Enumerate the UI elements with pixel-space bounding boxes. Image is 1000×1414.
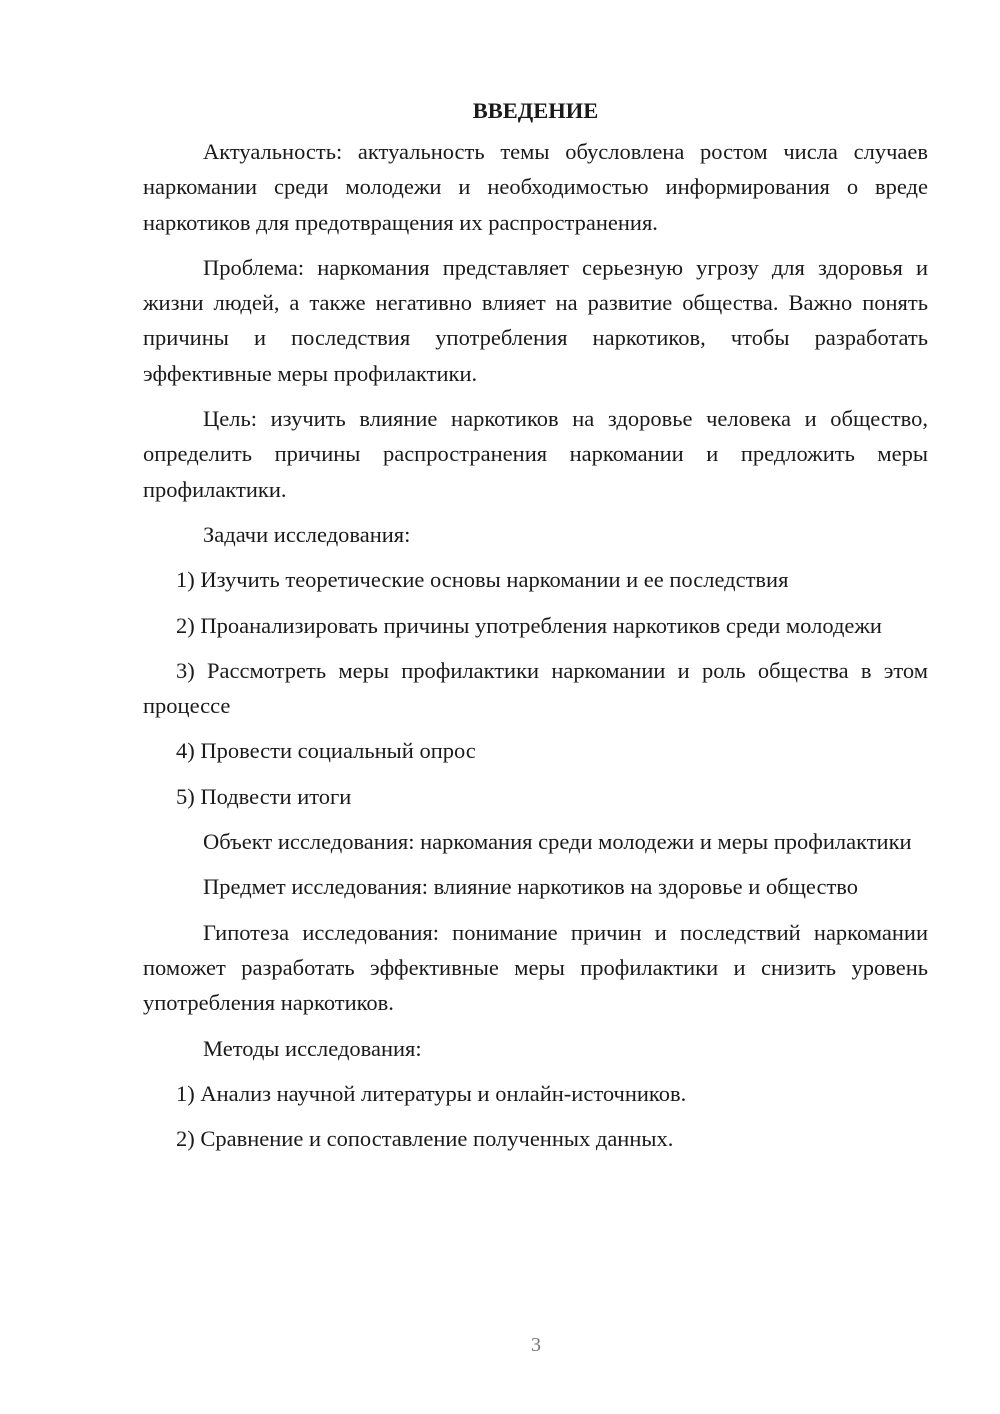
paragraph-problem: Проблема: наркомания представляет серьезную угрозу для здоровья и жизни людей, а также негативно влияет на развитие общества. Важно понять причины и последствия употребления наркотиков, чтобы разработать эффективные меры профилактики. [143,254,928,386]
paragraph-object: Объект исследования: наркомания среди молодежи и меры профилактики [203,829,912,855]
method-item-2: 2) Сравнение и сопоставление полученных данных. [176,1126,674,1152]
task-item-4: 4) Провести социальный опрос [176,738,476,764]
paragraph-relevance: Актуальность: актуальность темы обусловлена ростом числа случаев наркомании среди молодежи и необходимостью информирования о вреде наркотиков для предотвращения их распространения. [143,139,928,235]
paragraph-hypothesis: Гипотеза исследования: понимание причин и последствий наркомании поможет разработать эффективные меры профилактики и снизить уровень употребления наркотиков. [143,919,928,1016]
task-item-1: 1) Изучить теоретические основы наркомании и ее последствия [176,567,789,593]
task-item-2: 2) Проанализировать причины употребления наркотиков среди молодежи [176,612,882,638]
task-item-3: 3) Рассмотреть меры профилактики наркомании и роль общества в этом процессе [143,657,928,719]
section-title: ВВЕДЕНИЕ [472,98,599,123]
page-number: 3 [531,1334,541,1356]
paragraph-goal: Цель: изучить влияние наркотиков на здоровье человека и общество, определить причины распространения наркомании и предложить меры профилактики. [143,406,928,502]
document-body [143,96,928,1166]
paragraph-subject: Предмет исследования: влияние наркотиков на здоровье и общество [203,874,858,900]
task-item-5: 5) Подвести итоги [176,783,352,809]
method-item-1: 1) Анализ научной литературы и онлайн-источников. [176,1080,687,1106]
paragraph-methods-heading: Методы исследования: [203,1035,422,1061]
paragraph-tasks-heading: Задачи исследования: [203,521,411,547]
